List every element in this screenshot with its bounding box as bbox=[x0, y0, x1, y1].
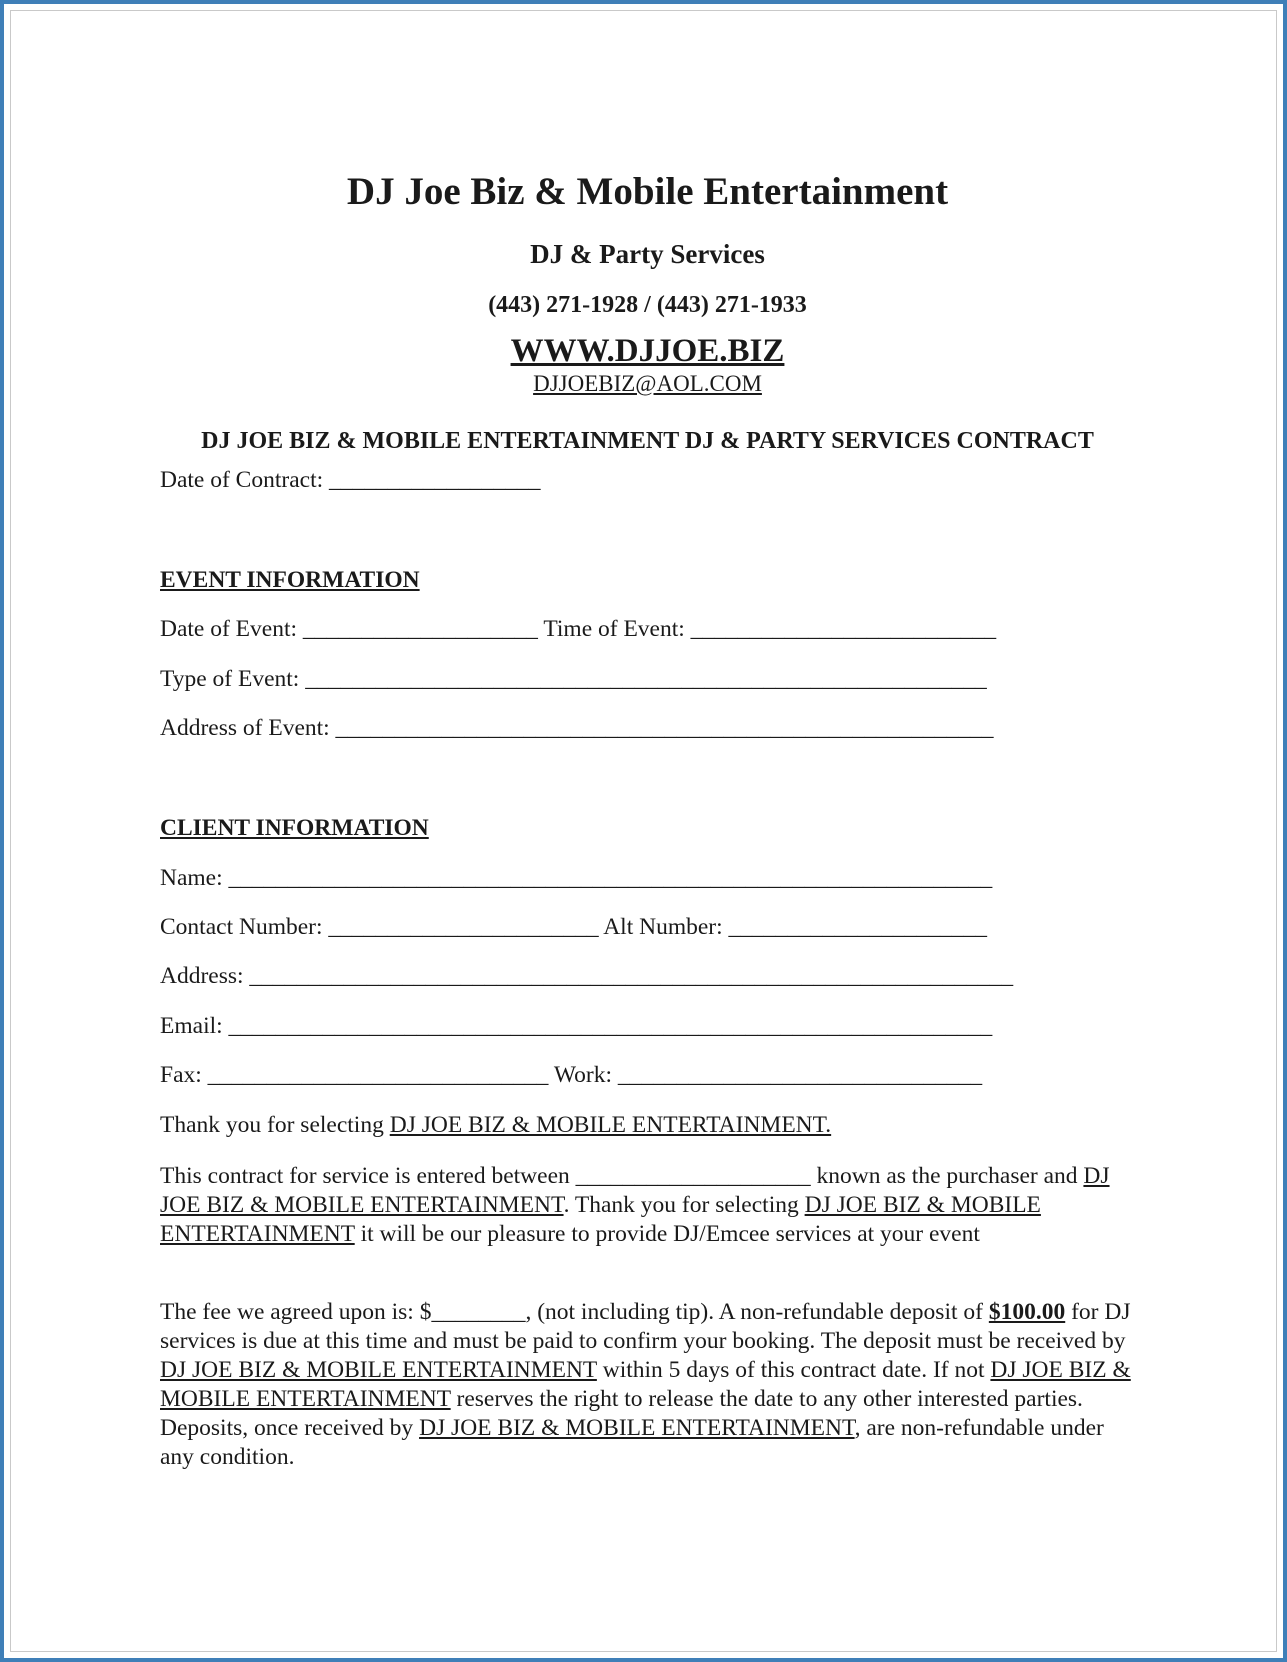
event-address-field: Address of Event: ________________________________________________________ bbox=[160, 715, 994, 741]
company-subtitle: DJ & Party Services bbox=[530, 239, 765, 269]
event-type-field: Type of Event: __________________________________________________________ bbox=[160, 666, 987, 692]
paragraph-text: reserves the right to release the date to any other interested parties. Deposits, once received by bbox=[160, 1386, 1083, 1441]
company-name-underlined: DJ JOE BIZ & MOBILE ENTERTAINMENT bbox=[160, 1357, 597, 1383]
company-name-underlined: DJ JOE BIZ & MOBILE ENTERTAINMENT bbox=[160, 1163, 1110, 1218]
client-contact-field: Contact Number: _______________________ Alt Number: ______________________ bbox=[160, 914, 988, 940]
fee-deposit-paragraph bbox=[160, 1298, 1140, 1472]
company-name-underlined: DJ JOE BIZ & MOBILE ENTERTAINMENT bbox=[160, 1192, 1041, 1247]
date-of-contract-field: Date of Contract: __________________ bbox=[160, 467, 541, 493]
client-fax-work-field: Fax: _____________________________ Work: _______________________________ bbox=[160, 1062, 983, 1088]
phone-numbers: (443) 271-1928 / (443) 271-1933 bbox=[488, 292, 807, 318]
client-email-field: Email: _________________________________________________________________ bbox=[160, 1013, 993, 1039]
company-name: DJ Joe Biz & Mobile Entertainment bbox=[346, 170, 949, 213]
thank-you-text: Thank you for selecting bbox=[160, 1112, 390, 1138]
company-name-underlined: DJ JOE BIZ & MOBILE ENTERTAINMENT bbox=[419, 1415, 855, 1441]
thank-you-company: DJ JOE BIZ & MOBILE ENTERTAINMENT. bbox=[389, 1112, 832, 1138]
event-date-time-field: Date of Event: ____________________ Time of Event: __________________________ bbox=[160, 616, 997, 642]
paragraph-text: . Thank you for selecting bbox=[563, 1192, 805, 1218]
website-link[interactable]: WWW.DJJOE.BIZ bbox=[510, 333, 785, 369]
paragraph-text: it will be our pleasure to provide DJ/Emcee services at your event bbox=[354, 1221, 980, 1247]
paragraph-text: , are non-refundable under any condition. bbox=[160, 1415, 1104, 1470]
service-agreement-paragraph bbox=[160, 1162, 1140, 1249]
paragraph-text: The fee we agreed upon is: $________, (not including tip). A non-refundable deposit of bbox=[160, 1299, 989, 1325]
client-info-heading: CLIENT INFORMATION bbox=[160, 815, 429, 841]
company-name-underlined: DJ JOE BIZ & MOBILE ENTERTAINMENT bbox=[160, 1357, 1131, 1412]
client-address-field: Address: _________________________________________________________________ bbox=[160, 963, 1014, 989]
client-name-field: Name: _________________________________________________________________ bbox=[160, 865, 993, 891]
event-info-heading: EVENT INFORMATION bbox=[160, 567, 420, 593]
email-link[interactable]: DJJOEBIZ@AOL.COM bbox=[533, 371, 762, 396]
paragraph-text: This contract for service is entered between ____________________ known as the purchaser and bbox=[160, 1163, 1084, 1189]
paragraph-text: within 5 days of this contract date. If not bbox=[596, 1357, 991, 1383]
paragraph-text: for DJ services is due at this time and must be paid to confirm your booking. The deposit must be received by bbox=[160, 1299, 1131, 1354]
deposit-amount: $100.00 bbox=[988, 1299, 1066, 1325]
contract-title: DJ JOE BIZ & MOBILE ENTERTAINMENT DJ & PARTY SERVICES CONTRACT bbox=[201, 428, 1094, 454]
thank-you-line bbox=[160, 1112, 831, 1139]
